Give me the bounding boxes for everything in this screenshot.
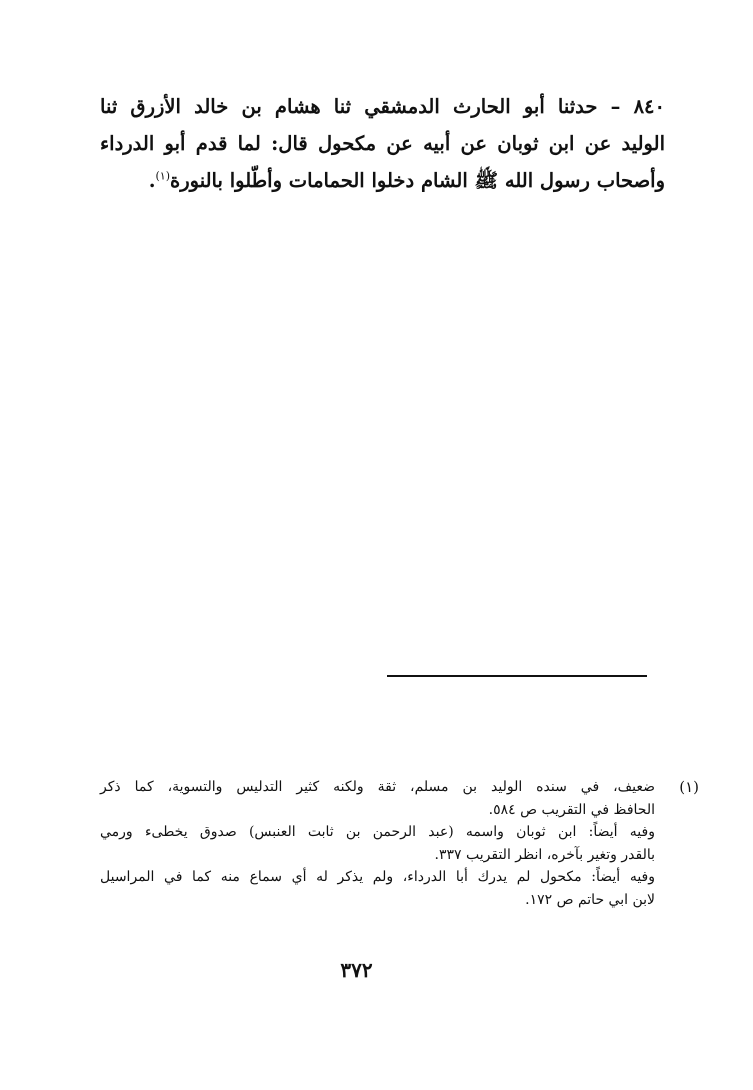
footnote-line-1: ضعيف، في سنده الوليد بن مسلم، ثقة ولكنه كثير التدليس والتسوية، كما ذكر [100,779,655,795]
footnote-reference: (١) [155,169,171,183]
end-punctuation: . [148,169,156,192]
footnote-line-3: وفيه أيضاً: ابن ثوبان واسمه (عبد الرحمن بن ثابت العنبس) صدوق يخطىء ورمي [100,824,655,840]
hadith-line-3 [100,162,665,199]
hadith-line-1: ٨٤٠ – حدثنا أبو الحارث الدمشقي ثنا هشام بن خالد الأزرق ثنا [100,95,665,118]
hadith-line-3-text: وأصحاب رسول الله ﷺ الشام دخلوا الحمامات وأطّلوا بالنورة [170,169,665,192]
footnote-line-5: وفيه أيضاً: مكحول لم يدرك أبا الدرداء، ولم يذكر له أي سماع منه كما في المراسيل [100,869,655,885]
footnote-line-6: لابن ابي حاتم ص ١٧٢. [525,891,655,908]
hadith-text [100,88,665,199]
footnote-divider [387,675,647,677]
footnote-line-2: الحافظ في التقريب ص ٥٨٤. [488,801,655,818]
footnote-line-4: بالقدر وتغير بآخره، انظر التقريب ٣٣٧. [434,846,655,863]
hadith-line-2: الوليد عن ابن ثوبان عن أبيه عن مكحول قال: لما قدم أبو الدرداء [100,132,665,155]
footnote-number: (١) [679,778,699,796]
page-number: ٣٧٢ [340,958,373,982]
footnotes-section [100,776,699,911]
